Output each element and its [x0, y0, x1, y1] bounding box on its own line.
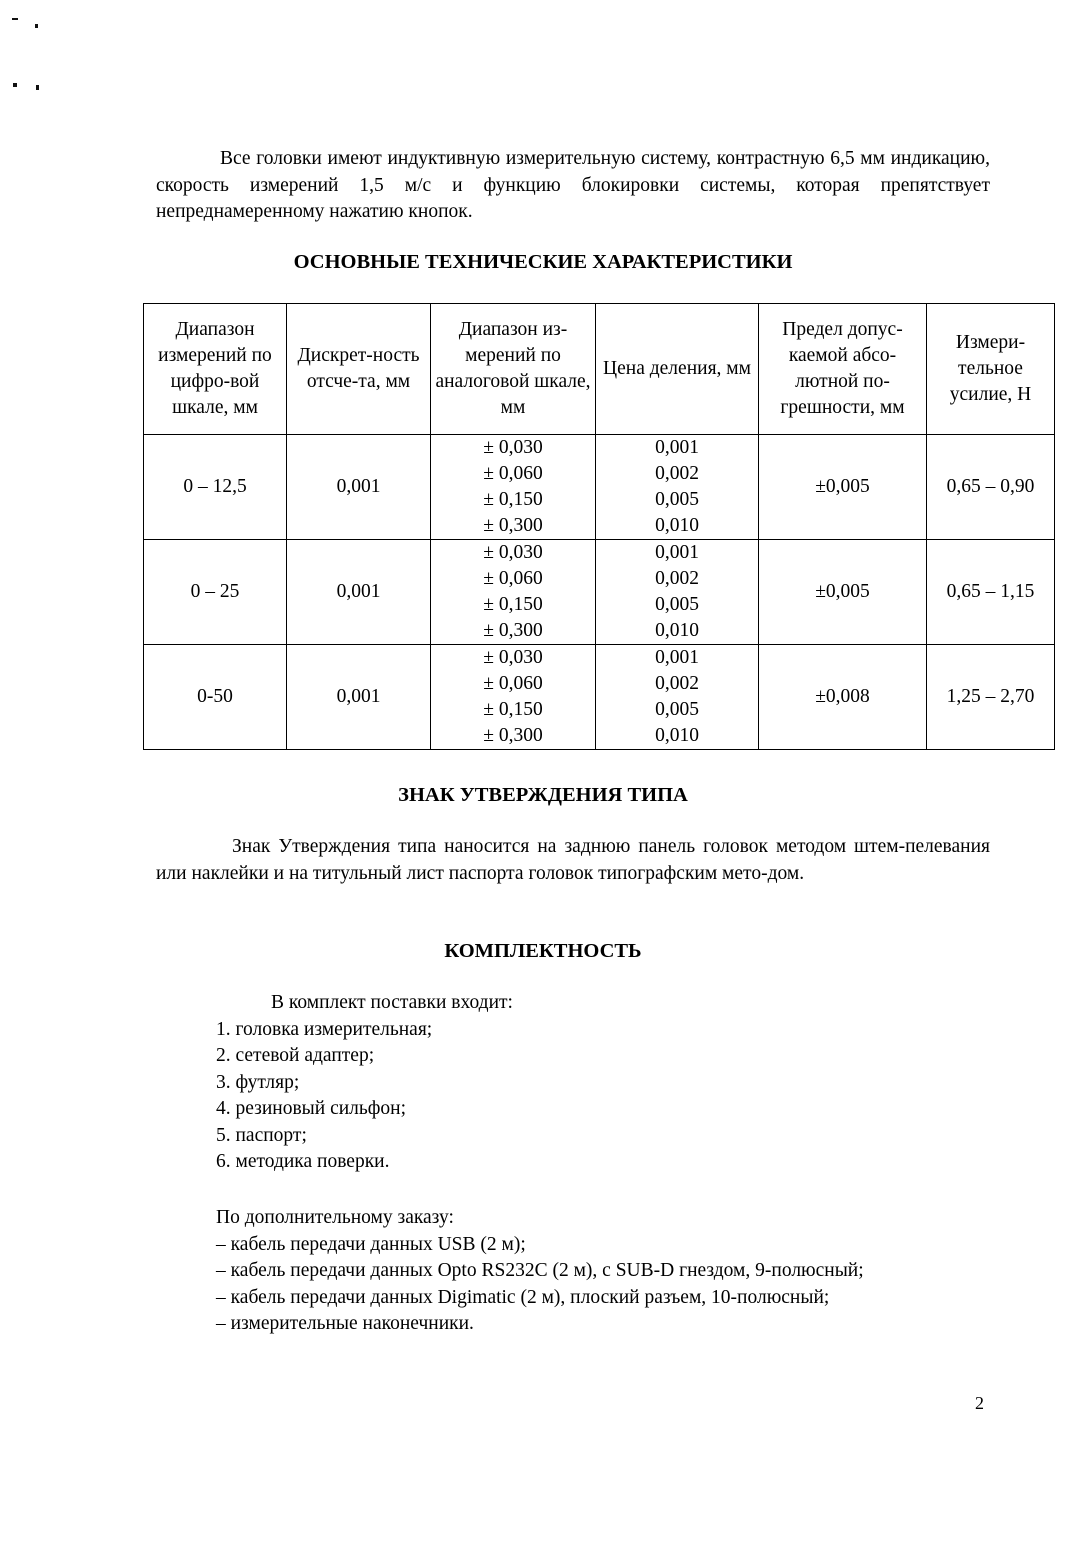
scan-speck — [12, 18, 18, 20]
scan-speck — [36, 85, 39, 90]
header-error-limit: Предел допус-каемой абсо-лютной по-грешности, мм — [759, 304, 927, 435]
header-analog-range: Диапазон из-мерений по аналоговой шкале, мм — [431, 304, 596, 435]
cell-digital-range: 0 – 25 — [144, 540, 287, 645]
cell-division — [596, 435, 759, 540]
analog-range-value: ± 0,060 — [483, 568, 543, 589]
analog-range-value: ± 0,300 — [483, 515, 543, 536]
approval-section-title: ЗНАК УТВЕРЖДЕНИЯ ТИПА — [398, 784, 688, 806]
table-row — [144, 435, 1055, 540]
kit-item: 5. паспорт; — [216, 1124, 307, 1146]
cell-division — [596, 645, 759, 750]
table-row — [144, 540, 1055, 645]
intro-paragraph — [156, 146, 990, 226]
extra-item: – кабель передачи данных Opto RS232C (2 м), с SUB-D гнездом, 9-полюсный; — [216, 1260, 864, 1281]
analog-range-value: ± 0,030 — [483, 542, 543, 563]
division-value: 0,010 — [655, 725, 699, 746]
division-value: 0,005 — [655, 489, 699, 510]
division-value: 0,002 — [655, 673, 699, 694]
cell-analog-range — [431, 540, 596, 645]
division-value: 0,010 — [655, 620, 699, 641]
analog-range-value: ± 0,060 — [483, 463, 543, 484]
analog-range-value: ± 0,300 — [483, 725, 543, 746]
cell-error-limit: ±0,008 — [759, 645, 927, 750]
division-value: 0,005 — [655, 594, 699, 615]
cell-force: 0,65 – 0,90 — [927, 435, 1055, 540]
analog-range-value: ± 0,300 — [483, 620, 543, 641]
division-value: 0,001 — [655, 542, 699, 563]
cell-error-limit: ±0,005 — [759, 540, 927, 645]
division-value: 0,005 — [655, 699, 699, 720]
cell-discreteness: 0,001 — [287, 435, 431, 540]
kit-item: 3. футляр; — [216, 1071, 300, 1093]
scan-speck — [35, 24, 38, 28]
intro-text: Все головки имеют индуктивную измерительную систему, контрастную 6,5 мм индикацию, скорость измерений 1,5 м/с и функцию блокировки системы, которая препятствует непреднамеренному нажатию кнопок. — [156, 148, 990, 222]
kit-item: 2. сетевой адаптер; — [216, 1045, 375, 1066]
extra-lead: По дополнительному заказу: — [216, 1207, 454, 1228]
division-value: 0,001 — [655, 437, 699, 458]
division-value: 0,002 — [655, 463, 699, 484]
analog-range-value: ± 0,060 — [483, 673, 543, 694]
analog-range-value: ± 0,030 — [483, 437, 543, 458]
analog-range-value: ± 0,150 — [483, 489, 543, 510]
cell-discreteness: 0,001 — [287, 645, 431, 750]
extra-item: – кабель передачи данных Digimatic (2 м), плоский разъем, 10-полюсный; — [216, 1286, 830, 1308]
cell-discreteness: 0,001 — [287, 540, 431, 645]
spec-table-header-row — [144, 304, 1055, 435]
extra-items — [216, 1232, 1036, 1338]
analog-range-value: ± 0,150 — [483, 594, 543, 615]
header-force: Измери-тельное усилие, Н — [927, 304, 1055, 435]
kit-item: 4. резиновый сильфон; — [216, 1098, 407, 1119]
header-digital-range: Диапазон измерений по цифро-вой шкале, мм — [144, 304, 287, 435]
table-row — [144, 645, 1055, 750]
extra-item: – измерительные наконечники. — [216, 1313, 474, 1334]
extra-order-block — [216, 1205, 1036, 1338]
kit-list-block — [216, 990, 1016, 1176]
cell-digital-range: 0-50 — [144, 645, 287, 750]
kit-section-title: КОМПЛЕКТНОСТЬ — [444, 940, 642, 962]
division-value: 0,010 — [655, 515, 699, 536]
page-number: 2 — [975, 1393, 984, 1413]
header-division: Цена деления, мм — [596, 304, 759, 435]
cell-error-limit: ±0,005 — [759, 435, 927, 540]
kit-item: 1. головка измерительная; — [216, 1018, 433, 1040]
header-discreteness: Дискрет-ность отсче-та, мм — [287, 304, 431, 435]
kit-lead: В комплект поставки входит: — [271, 992, 513, 1013]
spec-table — [143, 303, 1055, 750]
kit-item: 6. методика поверки. — [216, 1151, 390, 1172]
division-value: 0,001 — [655, 647, 699, 668]
cell-analog-range — [431, 435, 596, 540]
spec-section-title: ОСНОВНЫЕ ТЕХНИЧЕСКИЕ ХАРАКТЕРИСТИКИ — [293, 251, 793, 273]
extra-item: – кабель передачи данных USB (2 м); — [216, 1233, 526, 1255]
analog-range-value: ± 0,150 — [483, 699, 543, 720]
cell-division — [596, 540, 759, 645]
cell-force: 0,65 – 1,15 — [927, 540, 1055, 645]
cell-digital-range: 0 – 12,5 — [144, 435, 287, 540]
kit-items — [216, 1017, 1016, 1176]
approval-text: Знак Утверждения типа наносится на заднюю панель головок методом штем-пелевания или наклейки и на титульный лист паспорта головок типографским мето-дом. — [156, 836, 990, 884]
analog-range-value: ± 0,030 — [483, 647, 543, 668]
division-value: 0,002 — [655, 568, 699, 589]
scan-speck — [13, 83, 17, 87]
cell-force: 1,25 – 2,70 — [927, 645, 1055, 750]
cell-analog-range — [431, 645, 596, 750]
